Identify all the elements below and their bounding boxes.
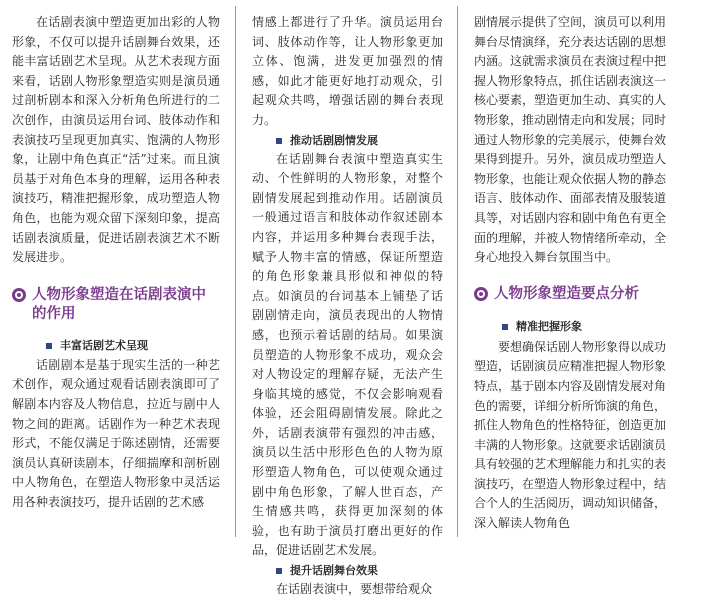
- subsection-heading: [46, 337, 220, 355]
- subsection-heading: [502, 318, 666, 336]
- section-bullet-icon: [12, 288, 26, 302]
- column-3: [474, 0, 666, 534]
- paragraph: 情感上都进行了升华。演员运用台词、肢体动作等，让人物形象更加立体、饱满，进发更加强烈的情感，如此才能更好地打动观众，引起观众共鸣，增强话剧的舞台表现力。: [252, 15, 443, 127]
- section-heading: [12, 286, 220, 324]
- column-divider: [235, 6, 236, 537]
- section-heading: [474, 285, 666, 304]
- section-heading-text: 人物形象塑造在话剧表演中的作用: [32, 286, 206, 322]
- paragraph: 话剧剧本是基于现实生活的一种艺术创作，观众通过观看话剧表演即可了解剧本内容及人物信息，拉近与剧中人物之间的距离。话剧作为一种艺术表现形式，不能仅满足于陈述剧情，还需要演员认真研读剧本，仔细揣摩和剖析剧中人物角色，在塑造人物形象中灵活运用各种表演技巧，提升话剧的艺术感: [12, 357, 220, 509]
- subsection-heading-text: 精准把握形象: [516, 319, 582, 333]
- column-1: [12, 0, 220, 512]
- paragraph: 在话剧舞台表演中塑造真实生动、个性鲜明的人物形象，对整个剧情发展起到推动作用。话剧演员一般通过语言和肢体动作叙述剧本内容，并运用多种舞台表现手法，赋予人物丰富的情感，保证所塑造的角色形象兼具形似和神似的特点。如演员的台词基本上铺垫了话剧剧情走向，演员表现出的人物情感，也预示着话剧的结局。如果演员塑造的人物形象不成功，观众会对人物设定的理解存疑，无法产生身临其境的感觉，不仅会影响观看体验，还会阻碍剧情发展。除此之外，话剧表演带有强烈的冲击感，演员以生活中形形色色的人物为原形塑造人物角色，可以使观众通过剧中角色形象，了解人世百态，产生情感共鸣，获得更加深刻的体验，也有助于演员打磨出更好的作品，促进话剧艺术发展。: [252, 151, 443, 558]
- paragraph: 要想确保话剧人物形象得以成功塑造，话剧演员应精准把握人物形象特点，基于剧本内容及剧情发展对角色的需要，详细分析所饰演的角色，抓住人物角色的性格特征，创造更加丰满的人物形象。这就要求话剧演员具有较强的艺术理解能力和扎实的表演技巧，在塑造人物形象过程中，结合个人的生活阅历，调动知识储备，深入解读人物角色: [474, 339, 667, 531]
- paragraph: 剧情展示提供了空间，演员可以利用舞台尽情演绎，充分表达话剧的思想内涵。这就需求演员在表演过程中把握人物形象特点，抓住话剧表演这一核心要素，塑造更加生动、真实的人物形象，推动剧情走向和发展；同时通过人物形象的完美展示，使舞台效果得到提升。另外，演员成功塑造人物形象，也能让观众依据人物的静态语言、肢体动作、面部表情及服装道具等，对话剧内容和剧中角色有更全面的理解，并被人物情绪所牵动，全身心地投入舞台氛围当中。: [474, 15, 667, 265]
- paragraph: 在话剧表演中塑造更加出彩的人物形象，不仅可以提升话剧舞台效果，还能丰富话剧艺术呈现。从艺术表现方面来看，话剧人物形象塑造实则是演员通过剖析剧本和深入分析角色所进行的二次创作，由演员运用台词、肢体动作和表演技巧呈现更加真实、饱满的人物形象，让剧中角色真正“活”过来。而且演员基于对角色本身的理解，运用各种表演技巧，精准把握形象，成功塑造人物角色，也能为观众留下深刻印象，提高话剧表演质量，促进话剧表演艺术不断发展进步。: [12, 15, 220, 265]
- subsection-heading-text: 丰富话剧艺术呈现: [60, 338, 148, 352]
- square-bullet-icon: [276, 568, 282, 574]
- section-heading-text: 人物形象塑造要点分析: [494, 285, 639, 302]
- square-bullet-icon: [276, 138, 282, 144]
- subsection-heading: [276, 132, 443, 150]
- paragraph: 在话剧表演中，要想带给观众: [276, 582, 433, 597]
- subsection-heading: [276, 562, 443, 580]
- subsection-heading-text: 提升话剧舞台效果: [290, 564, 378, 578]
- column-2: [252, 0, 443, 600]
- square-bullet-icon: [46, 343, 52, 349]
- square-bullet-icon: [502, 324, 508, 330]
- subsection-heading-text: 推动话剧剧情发展: [290, 133, 378, 147]
- section-bullet-icon: [474, 287, 488, 301]
- column-divider: [457, 6, 458, 537]
